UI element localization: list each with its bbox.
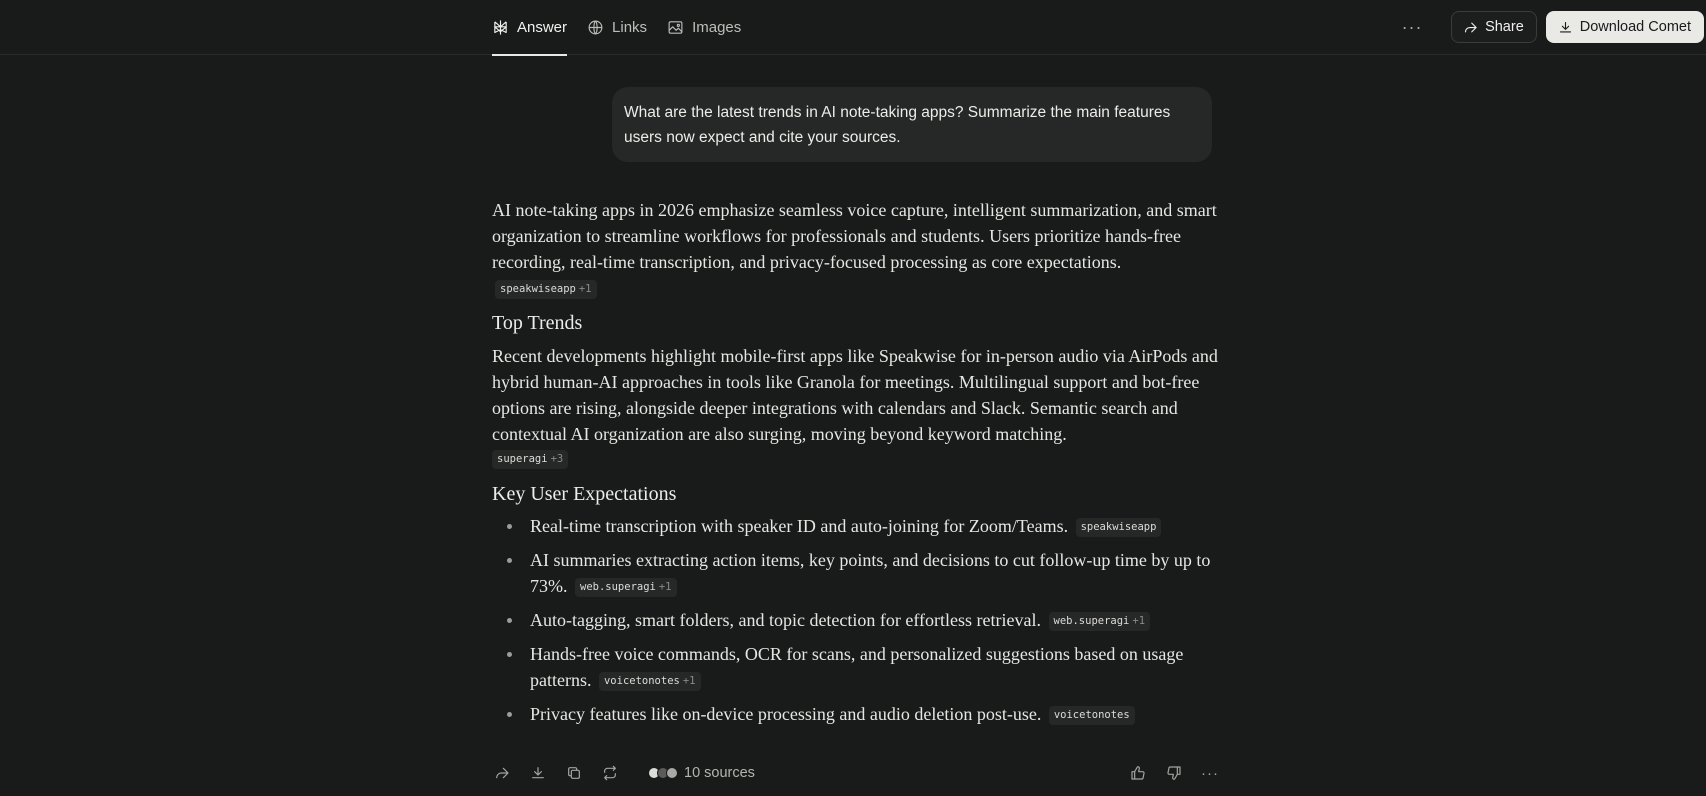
- list-item: [492, 547, 1220, 599]
- bullet-dot: [507, 712, 512, 717]
- tab-answer[interactable]: [492, 0, 567, 55]
- citation-chip[interactable]: [495, 280, 597, 299]
- user-question-bubble: What are the latest trends in AI note-taking apps? Summarize the main features users now expect and cite your sources.: [612, 87, 1212, 162]
- source-favicons: [648, 767, 675, 779]
- list-item-text: Real-time transcription with speaker ID and auto-joining for Zoom/Teams.: [530, 516, 1069, 536]
- section-text-top-trends: Recent developments highlight mobile-first apps like Speakwise for in-person audio via AirPods and hybrid human-AI approaches in tools like Granola for meetings. Multilingual support and bot-free options are rising, alongside deeper integrations with calendars and Slack. Semantic search and contextual AI organization are also surging, moving beyond keyword matching.: [492, 346, 1218, 444]
- citation-source: voicetonotes: [1053, 709, 1130, 721]
- tab-images[interactable]: [667, 0, 741, 55]
- list-item-text: Privacy features like on-device processing and audio deletion post-use.: [530, 704, 1042, 724]
- citation-line: [492, 449, 1220, 471]
- share-label: Share: [1485, 19, 1524, 35]
- citation-source: speakwiseapp: [500, 283, 576, 295]
- share-button[interactable]: [1451, 11, 1537, 43]
- citation-source: superagi: [497, 453, 548, 465]
- citation-chip[interactable]: [599, 672, 701, 691]
- answer-actions-left: [492, 763, 755, 783]
- answer-intro-text: AI note-taking apps in 2026 emphasize seamless voice capture, intelligent summarization, and smart organization to streamline workflows for professionals and students. Users prioritize hands-free recording, real-time transcription, and privacy-focused processing as core expectations.: [492, 200, 1217, 272]
- download-icon: [1558, 20, 1573, 35]
- expectations-list: [492, 513, 1220, 727]
- answer-actions-bar: [492, 760, 1220, 786]
- citation-chip[interactable]: [492, 450, 568, 469]
- citation-source: web.superagi: [580, 581, 656, 593]
- citation-chip[interactable]: [1076, 518, 1162, 537]
- citation-extra-count: +1: [578, 283, 592, 295]
- list-item: [492, 641, 1220, 693]
- more-options-button[interactable]: ···: [1401, 16, 1423, 37]
- list-item-text: AI summaries extracting action items, key points, and decisions to cut follow-up time by up to 73%.: [530, 550, 1211, 596]
- citation-source: web.superagi: [1053, 615, 1130, 627]
- section-heading-key-user-expectations: Key User Expectations: [492, 483, 677, 505]
- answer-body: [492, 197, 1220, 735]
- citation-extra-count: +1: [1132, 615, 1146, 627]
- top-bar: [0, 0, 1706, 55]
- citation-extra-count: +3: [550, 453, 564, 465]
- list-item: [492, 513, 1220, 539]
- top-actions: [1396, 11, 1704, 43]
- download-answer-icon[interactable]: [528, 763, 548, 783]
- sources-button[interactable]: [648, 765, 755, 781]
- download-comet-button[interactable]: [1546, 11, 1704, 43]
- tab-answer-label: Answer: [517, 19, 568, 36]
- tab-links[interactable]: [587, 0, 647, 55]
- section-heading-top-trends: Top Trends: [492, 312, 583, 334]
- tab-images-label: Images: [692, 19, 742, 36]
- citation-source: voicetonotes: [603, 675, 680, 687]
- citation-chip[interactable]: [1049, 612, 1151, 631]
- globe-icon: [587, 19, 604, 36]
- bullet-dot: [507, 524, 512, 529]
- rewrite-icon[interactable]: [600, 763, 620, 783]
- source-favicon-icon: [666, 767, 678, 779]
- perplexity-logo-icon: [492, 19, 509, 36]
- bullet-dot: [507, 652, 512, 657]
- sources-count-label: 10 sources: [684, 765, 755, 781]
- list-item: [492, 607, 1220, 633]
- citation-source: speakwiseapp: [1080, 521, 1157, 533]
- citation-extra-count: +1: [658, 581, 672, 593]
- thumbs-down-icon[interactable]: [1164, 763, 1184, 783]
- bullet-dot: [507, 558, 512, 563]
- share-icon: [1463, 20, 1478, 35]
- answer-actions-right: [1112, 763, 1220, 783]
- list-item: [492, 701, 1220, 727]
- bullet-dot: [507, 618, 512, 623]
- result-tabs: [492, 0, 761, 55]
- download-comet-label: Download Comet: [1579, 19, 1691, 35]
- more-actions-icon[interactable]: ···: [1201, 764, 1219, 782]
- list-item-text: Auto-tagging, smart folders, and topic detection for effortless retrieval.: [530, 610, 1042, 630]
- citation-chip[interactable]: [575, 578, 677, 597]
- answer-intro: [492, 197, 1220, 301]
- image-icon: [667, 19, 684, 36]
- copy-icon[interactable]: [564, 763, 584, 783]
- thumbs-up-icon[interactable]: [1128, 763, 1148, 783]
- tab-links-label: Links: [612, 19, 648, 36]
- share-answer-icon[interactable]: [492, 763, 512, 783]
- citation-extra-count: +1: [682, 675, 696, 687]
- list-item-text: Hands-free voice commands, OCR for scans, and personalized suggestions based on usage patterns.: [530, 644, 1184, 690]
- citation-chip[interactable]: [1049, 706, 1135, 725]
